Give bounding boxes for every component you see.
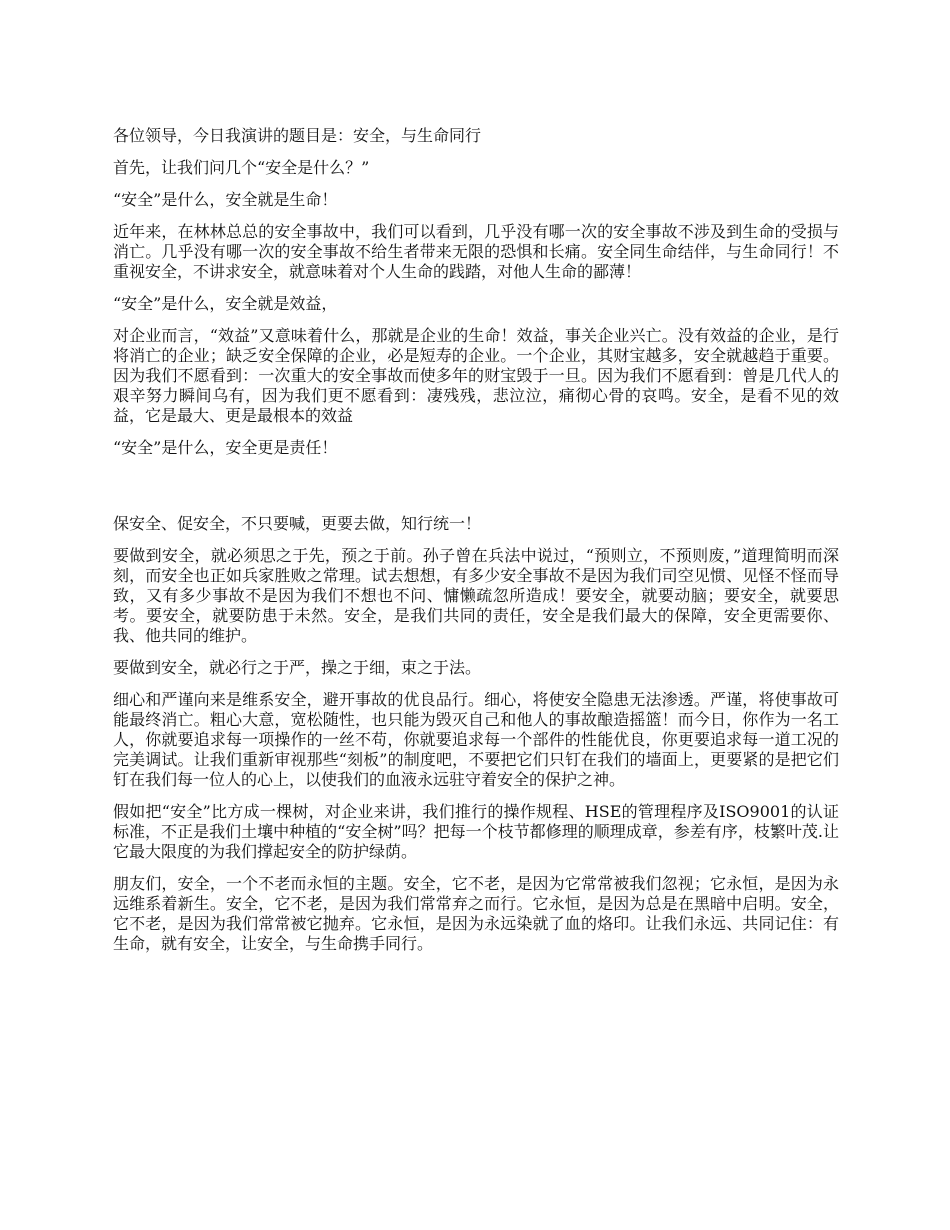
section-heading-strict: 要做到安全，就必行之于严，操之于细，束之于法。 [113,658,482,677]
document-body [113,126,839,966]
paragraph-conclusion: 朋友们，安全，一个不老而永恒的主题。安全，它不老，是因为它常常被我们忽视；它永恒，是因为永远维系着新生。安全，它不老，是因为我们常常弃之而行。它永恒，是因为总是在黑暗中启明。安全，它不老，是因为我们常常被它抛弃。它永恒，是因为永远染就了血的烙印。让我们永远、共同记住：有生命，就有安全，让安全，与生命携手同行。 [113,874,839,953]
intro-question: 首先，让我们问几个“安全是什么？” [113,158,370,177]
paragraph-benefit: 对企业而言，“效益”又意味着什么，那就是企业的生命！效益，事关企业兴亡。没有效益的企业，是行将消亡的企业；缺乏安全保障的企业，必是短寿的企业。一个企业，其财宝越多，安全就越趋于重要。因为我们不愿看到：一次重大的安全事故而使多年的财宝毁于一旦。因为我们不愿看到：曾是几代人的艰辛努力瞬间乌有，因为我们更不愿看到：凄残残，悲泣泣，痛彻心骨的哀鸣。安全，是看不见的效益，它是最大、更是最根本的效益 [113,326,839,425]
blank-gap [113,470,839,514]
paragraph-carefulness: 细心和严谨向来是维系安全，避开事故的优良品行。细心，将使安全隐患无法渗透。严谨，将使事故可能最终消亡。粗心大意，宽松随性，也只能为毁灭自己和他人的事故酿造摇篮！而今日，你作为一名工人，你就要追求每一项操作的一丝不苟，你就要追求每一个部件的性能优良，你更要追求每一道工况的完美调试。让我们重新审视那些“刻板”的制度吧，不要把它们只钉在我们的墙面上，更要紧的是把它们钉在我们每一位人的心上，以使我们的血液永远驻守着安全的保护之神。 [113,690,839,789]
speech-title: 各位领导，今日我演讲的题目是：安全，与生命同行 [113,126,482,145]
paragraph-foresight: 要做到安全，就必须思之于先，预之于前。孙子曾在兵法中说过，“预则立，不预则废，”道理简明而深刻，而安全也正如兵家胜败之常理。试去想想，有多少安全事故不是因为我们司空见惯、见怪不怪而导致，又有多少事故不是因为我们不想也不问、慵懒疏忽所造成！要安全，就要动脑；要安全，就要思考。要安全，就要防患于未然。安全，是我们共同的责任，安全是我们最大的保障，安全更需要你、我、他共同的维护。 [113,546,839,645]
section-heading-action: 保安全、促安全，不只要喊，更要去做，知行统一！ [113,514,482,533]
section-heading-responsibility: “安全”是什么，安全更是责任！ [113,438,338,457]
section-heading-life: “安全”是什么，安全就是生命！ [113,190,338,209]
section-heading-benefit: “安全”是什么，安全就是效益， [113,294,338,313]
paragraph-safety-tree: 假如把“安全”比方成一棵树，对企业来讲，我们推行的操作规程、HSE的管理程序及ISO9001的认证标准，不正是我们土壤中种植的“安全树”吗？把每一个枝节都修理的顺理成章，参差有序，枝繁叶茂.让它最大限度的为我们撑起安全的防护绿荫。 [113,802,839,861]
paragraph-life: 近年来，在林林总总的安全事故中，我们可以看到，几乎没有哪一次的安全事故不涉及到生命的受损与消亡。几乎没有哪一次的安全事故不给生者带来无限的恐惧和长痛。安全同生命结伴，与生命同行！不重视安全，不讲求安全，就意味着对个人生命的践踏，对他人生命的鄙薄！ [113,222,839,281]
